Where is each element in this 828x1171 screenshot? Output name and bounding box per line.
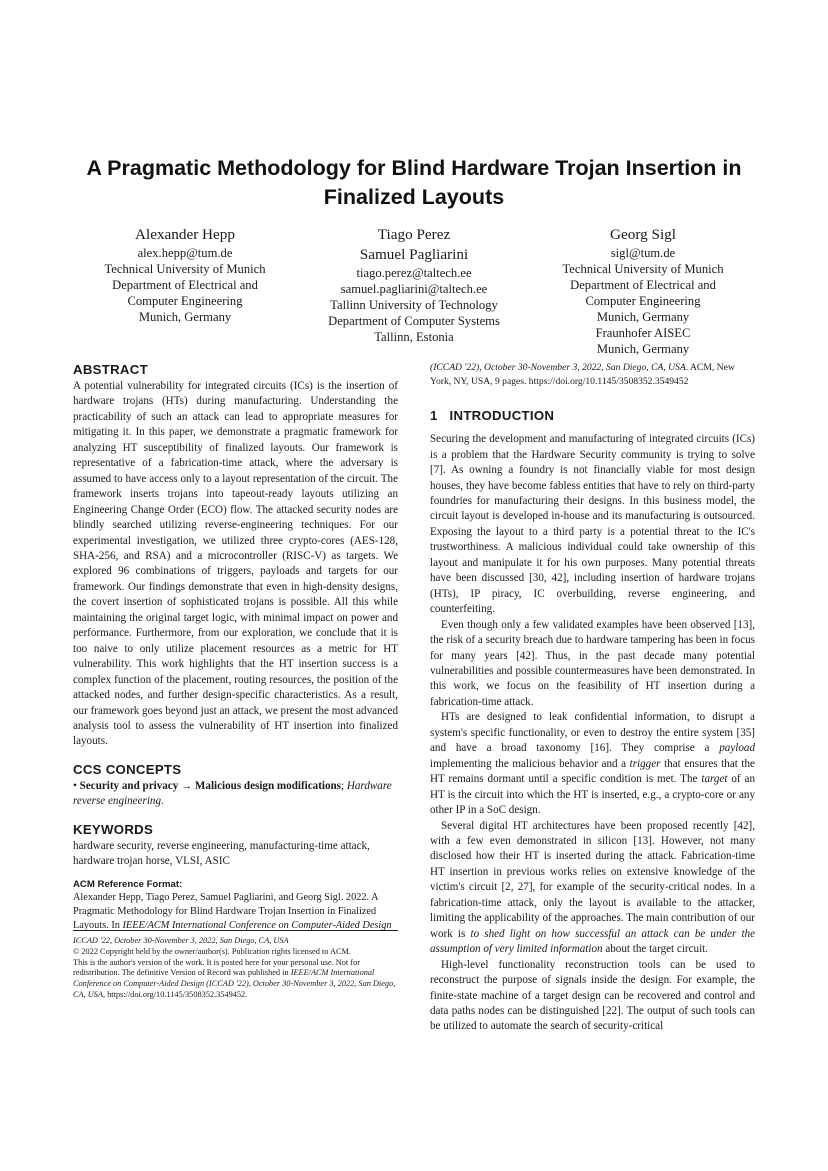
- author-name: Tiago Perez: [377, 226, 451, 243]
- text-run: that ensures that the HT remains dormant until a specific condition is met. The: [430, 757, 755, 786]
- author-email: tiago.perez@taltech.ee: [356, 266, 472, 280]
- contribution-emphasis: to shed light on how successful an attack can be under the assumption of very limited information: [430, 927, 755, 956]
- acm-reference-citation: Alexander Hepp, Tiago Perez, Samuel Pagliarini, and Georg Sigl. 2022. A Pragmatic Methodology for Blind Hardware Trojan Insertion in Finalized Layouts. In: [73, 891, 378, 932]
- text-run: about the target circuit.: [602, 943, 709, 956]
- keywords-text: hardware security, reverse engineering, manufacturing-time attack, hardware trojan horse, VLSI, ASIC: [73, 839, 370, 868]
- author-department: Computer Engineering: [127, 294, 243, 308]
- ccs-end: .: [161, 795, 164, 808]
- acm-reference-venue-continued: (ICCAD '22), October 30-November 3, 2022, San Diego, CA, USA: [430, 362, 686, 373]
- footnote-copyright: © 2022 Copyright held by the owner/author(s). Publication rights licensed to ACM.: [73, 946, 351, 956]
- acm-reference-continuation: [430, 361, 755, 388]
- author-affiliation: Fraunhofer AISEC: [595, 326, 691, 340]
- introduction-heading: 1 INTRODUCTION: [430, 408, 555, 424]
- author-name: Samuel Pagliarini: [359, 246, 469, 263]
- author-department: Department of Electrical and: [570, 278, 716, 292]
- abstract-heading: ABSTRACT: [73, 362, 148, 377]
- intro-paragraph-3: [430, 710, 755, 818]
- author-block-perez-pagliarini: [308, 225, 520, 345]
- right-column: [430, 361, 755, 1035]
- ccs-separator: ;: [341, 779, 345, 792]
- abstract-text: A potential vulnerability for integrated circuits (ICs) is the insertion of hardware trojans (HTs) during manufacturing. Understanding the practicability of such an attack can lead to appropriate measures for mitigating it. In this paper, we demonstrate a pragmatic framework for analyzing HT susceptibility of finalized layouts. Our framework is representative of a fabrication-time attack, where the adversary is assumed to have access only to a layout representation of the circuit. The framework inserts trojans into tapeout-ready layouts utilizing an Engineering Change Order (ECO) flow. The attacked security nodes are blindly searched utilizing reverse-engineering techniques. For our experimental investigation, we utilized three crypto-cores (AES-128, SHA-256, and RSA) and a microcontroller (RISC-V) as targets. We explored 96 combinations of triggers, payloads and targets for our framework. Our findings demonstrate that even in high-density designs, the covert insertion of sophisticated trojans is possible. All this while maintaining the original target logic, with minimal impact on power and performance. Furthermore, from our exploration, we conclude that it is too naive to only utilize placement resources as a metric for HT vulnerability. This work highlights that the HT insertion success is a complex function of the placement, routing resources, the position of the attacked nodes, and further design-specific characteristics. As a result, our framework goes beyond just an attack, we present the most advanced analysis tool to assess the vulnerability of HT insertion into finalized layouts.: [73, 380, 398, 748]
- author-email: samuel.pagliarini@taltech.ee: [340, 282, 488, 296]
- author-block-hepp: [76, 225, 294, 325]
- author-name: Alexander Hepp: [135, 226, 235, 243]
- author-block-sigl: [534, 225, 752, 357]
- author-email: alex.hepp@tum.de: [137, 246, 233, 260]
- author-affiliation: Tallinn University of Technology: [330, 298, 498, 312]
- author-affiliation: Technical University of Munich: [562, 262, 724, 276]
- ccs-heading: CCS CONCEPTS: [73, 761, 182, 777]
- footnote-notice: [73, 958, 398, 1001]
- acm-reference-doi: . ACM, New York, NY, USA, 9 pages. https://doi.org/10.1145/3508352.3549452: [430, 362, 735, 387]
- copyright-footnote: [73, 930, 398, 1001]
- ccs-secondary: Hardware reverse engineering: [73, 779, 392, 808]
- acm-reference-heading: ACM Reference Format:: [73, 878, 183, 890]
- text-run: Several digital HT architectures have been proposed recently [42], with a few even demonstrated in silicon [13]. However, not many disclosed how their HT is inserted during the attack. Fabrication-time HT insertion in previous works relies on extensive knowledge of the victim's circuit [2, 27], for example of the security-critical nodes. In a fabrication-time attack, only the layout is available to the attacker, limiting the applicability of the approaches. The main contribution of our work is: [430, 819, 755, 940]
- author-department: Department of Electrical and: [112, 278, 258, 292]
- footnote-notice-text: This is the author's version of the work. It is posted here for your personal use. Not for redistribution. The definitive Version of Record was published in: [73, 957, 360, 978]
- intro-paragraph-1: Securing the development and manufacturing of integrated circuits (ICs) is a problem that the Hardware Security community is trying to solve [7]. As owning a foundry is not financially viable for most design houses, they have become fabless entities that have to rely on third-party foundries for manufacturing their designs. In this business model, the circuit layout is developed in-house and its manufacturing is outsourced. Exposing the layout to a third party is a potential threat to the IC's trustworthiness. A malicious individual could take ownership of this layout and manipulate it for his own purposes. Many potential threats have been discussed [30, 42], including insertion of hardware trojans (HTs), IP piracy, IC overbuilding, reverse engineering, and counterfeiting.: [430, 433, 755, 616]
- author-email: sigl@tum.de: [610, 246, 676, 260]
- ccs-bullet: •: [73, 779, 77, 792]
- text-run: implementing the malicious behavior and a: [430, 757, 630, 770]
- ccs-concepts: [73, 779, 398, 810]
- acm-reference-text: [73, 891, 398, 934]
- author-location: Tallinn, Estonia: [374, 330, 454, 344]
- author-name: Georg Sigl: [610, 226, 676, 243]
- term-target: target: [701, 773, 728, 786]
- term-payload: payload: [719, 742, 755, 755]
- intro-paragraph-2: Even though only a few validated examples have been observed [13], the risk of a security breach due to hardware tampering has been in focus for many years [42]. Thus, in the past decade many potential vulnerabilities and possible countermeasures have been demonstrated. In this work, we focus on the feasibility of HT insertion during a fabrication-time attack.: [430, 618, 755, 708]
- footnote-doi: , https://doi.org/10.1145/3508352.3549452.: [102, 989, 248, 999]
- text-run: HTs are designed to leak confidential information, to disrupt a system's specific functionality, or even to destroy the entire system [35] and have a broad taxonomy [16]. They comprise a: [430, 711, 755, 755]
- footnote-venue-line: ICCAD '22, October 30-November 3, 2022, San Diego, CA, USA: [73, 936, 289, 945]
- acm-reference-venue: IEEE/ACM International Conference on Computer-Aided Design: [122, 920, 392, 932]
- term-trigger: trigger: [629, 757, 661, 770]
- author-location: Munich, Germany: [138, 310, 232, 324]
- text-run: of an HT is the circuit into which the HT is inserted, e.g., a crypto-core or any other IP in a SoC design.: [430, 773, 755, 817]
- author-location: Munich, Germany: [596, 310, 690, 324]
- author-location: Munich, Germany: [596, 342, 690, 356]
- footnote-venue: IEEE/ACM International Conference on Computer-Aided Design (ICCAD '22), October 30-November 3, 2022, San Diego, CA, USA: [73, 968, 396, 999]
- intro-paragraph-5: High-level functionality reconstruction tools can be used to reconstruct the purpose of signals inside the design. For example, the finite-state machine of a target design can be recovered and control and data paths nodes can be distinguished [22]. The output of such tools can be utilized to automate the search of security-critical: [430, 958, 755, 1033]
- intro-paragraph-4: [430, 819, 755, 958]
- keywords-heading: KEYWORDS: [73, 821, 154, 837]
- paper-title: A Pragmatic Methodology for Blind Hardware Trojan Insertion in Finalized Layouts: [86, 156, 742, 209]
- ccs-primary: Security and privacy → Malicious design modifications: [79, 779, 341, 792]
- author-affiliation: Technical University of Munich: [104, 262, 266, 276]
- author-department: Department of Computer Systems: [328, 314, 500, 328]
- author-department: Computer Engineering: [585, 294, 701, 308]
- left-column: [73, 361, 398, 933]
